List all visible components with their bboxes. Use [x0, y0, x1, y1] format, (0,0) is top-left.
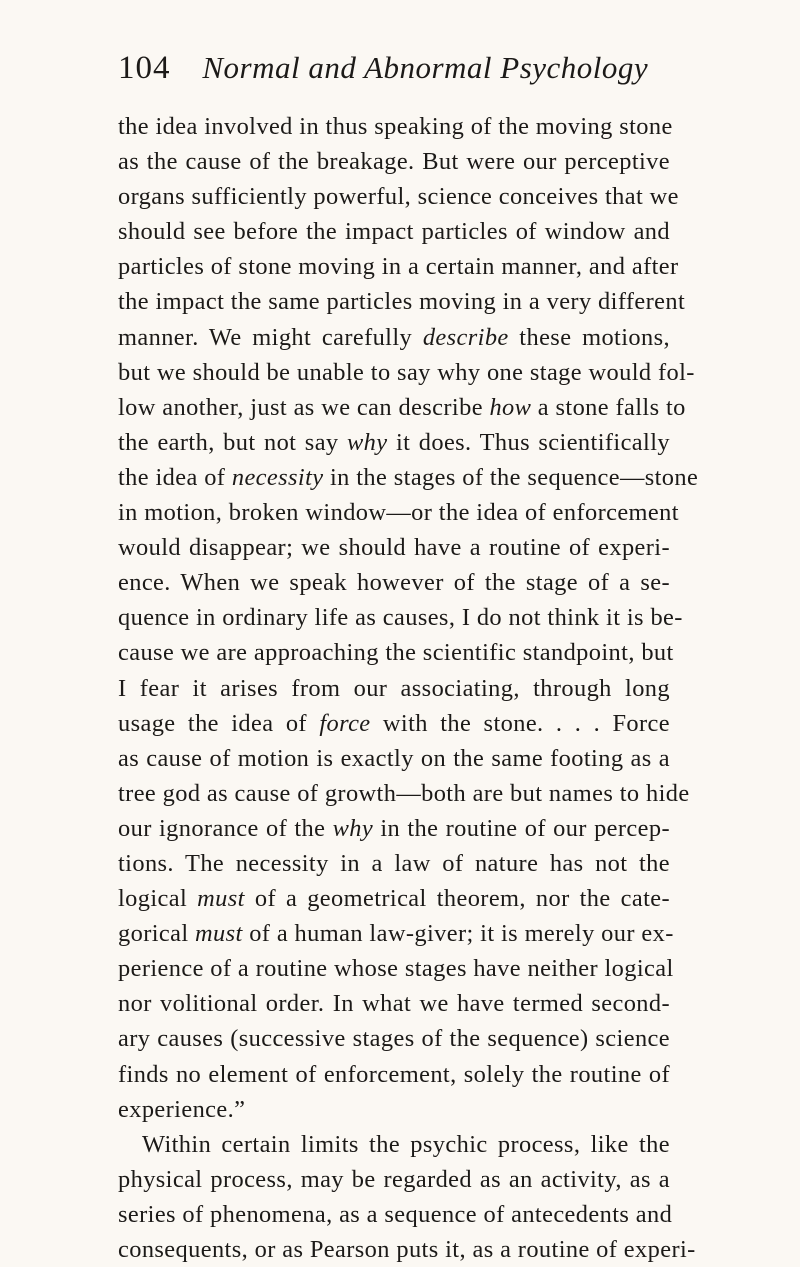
- text-run: the impact the same particles moving in a very different: [118, 288, 686, 316]
- italic-text: how: [489, 393, 532, 421]
- text-line: [118, 495, 679, 530]
- italic-text: necessity: [231, 463, 324, 491]
- text-run: it does. Thus scientifically: [387, 428, 670, 456]
- text-line: [118, 249, 679, 284]
- text-run: would disappear; we should have a routine of experi-: [118, 534, 670, 562]
- text-line: [118, 1127, 670, 1162]
- body-text: [118, 109, 699, 1267]
- text-run: should see before the impact particles of window and: [118, 218, 670, 246]
- text-run: with the stone. . . . Force: [370, 709, 670, 737]
- text-line: [118, 951, 674, 986]
- text-line: [118, 881, 670, 916]
- text-run: quence in ordinary life as causes, I do not think it is be-: [118, 604, 683, 632]
- text-run: physical process, may be regarded as an activity, as a: [118, 1165, 670, 1193]
- text-run: finds no element of enforcement, solely the routine of: [118, 1060, 670, 1088]
- italic-text: why: [346, 428, 388, 456]
- text-line: [118, 460, 699, 495]
- text-run: gorical: [118, 920, 196, 948]
- text-run: experience.”: [118, 1095, 246, 1123]
- text-line: [118, 425, 670, 460]
- text-run: in motion, broken window—or the idea of enforcement: [118, 499, 679, 527]
- text-line: [118, 1162, 670, 1197]
- text-run: usage the idea of: [118, 709, 320, 737]
- text-line: [118, 284, 686, 319]
- text-line: [118, 671, 670, 706]
- text-line: [118, 530, 670, 565]
- text-line: [118, 565, 670, 600]
- text-run: our ignorance of the: [118, 814, 333, 842]
- text-line: [118, 1232, 696, 1267]
- text-line: [118, 986, 670, 1021]
- page-number: 104: [118, 50, 171, 86]
- text-line: [118, 916, 674, 951]
- text-line: [118, 355, 695, 390]
- text-line: [118, 1057, 670, 1092]
- running-title: Normal and Abnormal Psychology: [202, 50, 649, 85]
- text-line: [118, 144, 670, 179]
- text-run: as the cause of the breakage. But were our perceptive: [118, 148, 670, 176]
- text-line: [118, 846, 670, 881]
- text-line: [118, 390, 686, 425]
- text-line: [118, 811, 670, 846]
- text-run: nor volitional order. In what we have termed second-: [118, 990, 670, 1018]
- text-run: tree god as cause of growth—both are but names to hide: [118, 779, 690, 807]
- text-run: cause we are approaching the scientific standpoint, but: [118, 639, 674, 667]
- italic-text: must: [197, 885, 245, 913]
- italic-text: must: [195, 920, 243, 948]
- text-run: manner. We might carefully: [118, 323, 423, 351]
- italic-text: force: [319, 709, 371, 737]
- running-head: [118, 50, 670, 87]
- text-line: [118, 1092, 670, 1127]
- text-run: logical: [118, 885, 198, 913]
- text-line: [118, 635, 674, 670]
- text-run: of a geometrical theorem, nor the cate-: [244, 885, 670, 913]
- text-line: [118, 109, 673, 144]
- text-run: series of phenomena, as a sequence of antecedents and: [118, 1200, 673, 1228]
- text-line: [118, 776, 690, 811]
- text-line: [118, 706, 670, 741]
- text-run: a stone falls to: [531, 393, 686, 421]
- text-run: ary causes (successive stages of the sequence) science: [118, 1025, 670, 1053]
- text-line: [118, 741, 670, 776]
- text-run: organs sufficiently powerful, science conceives that we: [118, 183, 679, 211]
- text-run: low another, just as we can describe: [118, 393, 490, 421]
- text-line: [118, 214, 670, 249]
- text-run: Within certain limits the psychic process, like the: [142, 1130, 670, 1158]
- text-line: [118, 600, 683, 635]
- text-run: as cause of motion is exactly on the same footing as a: [118, 744, 670, 772]
- text-run: I fear it arises from our associating, through long: [118, 674, 670, 702]
- text-run: consequents, or as Pearson puts it, as a routine of experi-: [118, 1236, 696, 1263]
- text-run: of a human law-giver; it is merely our ex-: [242, 920, 674, 948]
- text-run: the earth, but not say: [118, 428, 347, 456]
- text-run: in the routine of our percep-: [373, 814, 670, 842]
- text-run: tions. The necessity in a law of nature has not the: [118, 849, 670, 877]
- text-run: perience of a routine whose stages have neither logical: [118, 955, 674, 983]
- text-run: these motions,: [508, 323, 670, 351]
- text-run: the idea of: [118, 463, 232, 491]
- italic-text: why: [332, 814, 374, 842]
- text-line: [118, 1021, 670, 1056]
- text-run: the idea involved in thus speaking of the moving stone: [118, 113, 673, 140]
- text-run: in the stages of the sequence—stone: [323, 463, 699, 491]
- text-run: but we should be unable to say why one stage would fol-: [118, 358, 695, 386]
- italic-text: describe: [422, 323, 509, 351]
- text-run: particles of stone moving in a certain manner, and after: [118, 253, 679, 281]
- text-line: [118, 179, 679, 214]
- text-line: [118, 1197, 673, 1232]
- text-run: ence. When we speak however of the stage of a se-: [118, 569, 670, 597]
- text-line: [118, 320, 670, 355]
